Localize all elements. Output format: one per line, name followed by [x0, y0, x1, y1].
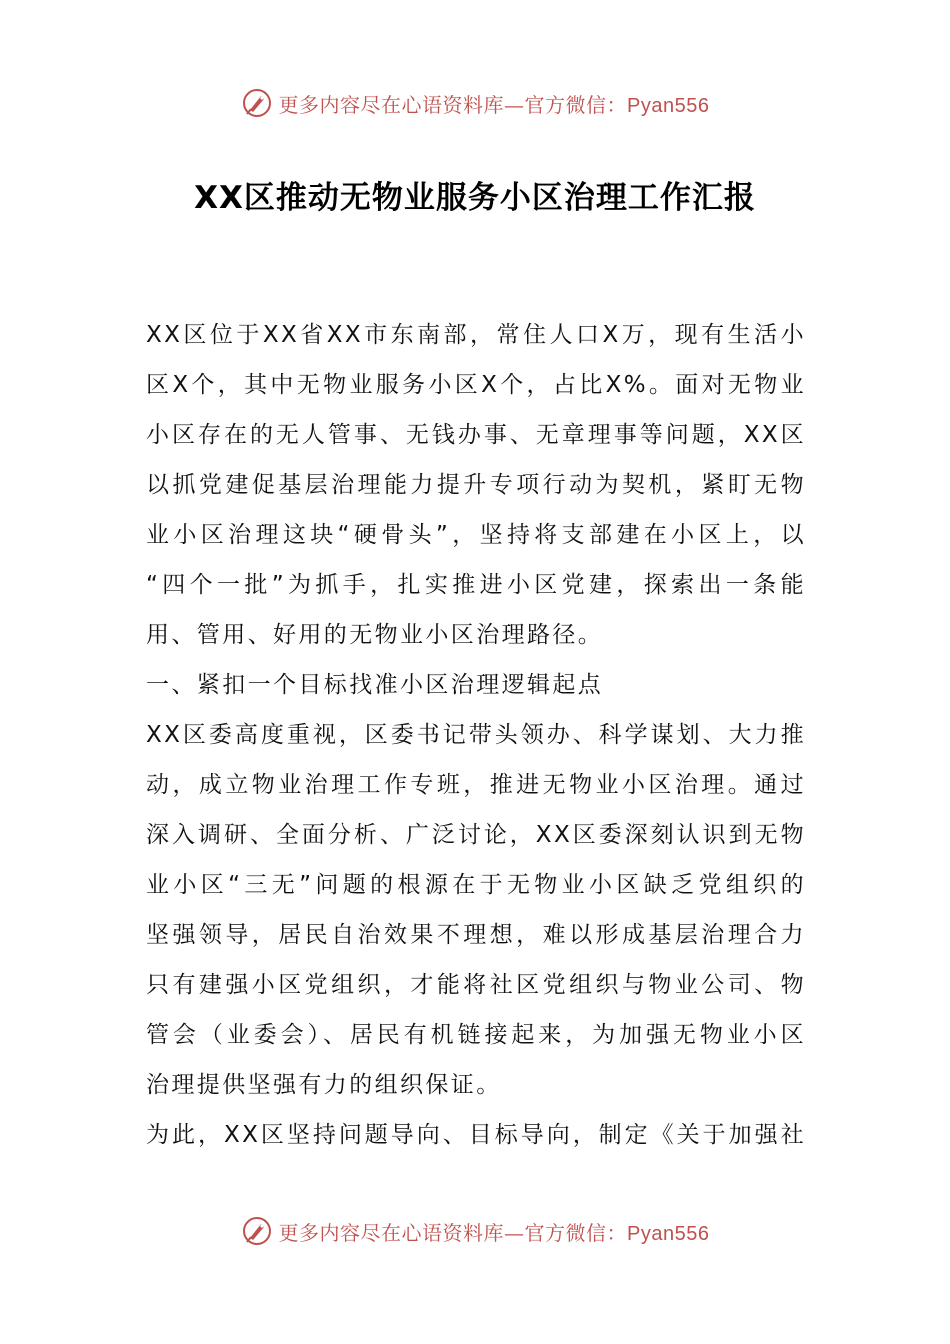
wechat-handle: Pyan556: [627, 94, 710, 117]
body-line: 只有建强小区党组织，才能将社区党组织与物业公司、物: [146, 972, 806, 998]
body-line: 坚强领导，居民自治效果不理想，难以形成基层治理合力: [146, 922, 806, 948]
body-line: 业小区治理这块“硬骨头”，坚持将支部建在小区上，以: [146, 522, 806, 548]
body-line: 业小区“三无”问题的根源在于无物业小区缺乏党组织的: [146, 872, 806, 898]
pen-nib-icon: [241, 87, 273, 119]
body-line: 管会（业委会）、居民有机链接起来，为加强无物业小区: [146, 1022, 806, 1048]
watermark-text: 更多内容尽在心语资料库—官方微信：Pyan556: [278, 92, 710, 117]
body-line: 治理提供坚强有力的组织保证。: [146, 1072, 502, 1098]
body-line: 为此，XX区坚持问题导向、目标导向，制定《关于加强社: [146, 1122, 806, 1148]
footer-watermark-banner: [0, 1212, 950, 1250]
body-line: 深入调研、全面分析、广泛讨论，XX区委深刻认识到无物: [146, 822, 806, 848]
body-line: 小区存在的无人管事、无钱办事、无章理事等问题，XX区: [146, 422, 806, 448]
pen-nib-icon: [241, 1215, 273, 1247]
document-title: XX区推动无物业服务小区治理工作汇报: [194, 180, 756, 216]
body-line: “四个一批”为抓手，扎实推进小区党建，探索出一条能: [146, 572, 806, 598]
body-line: XX区位于XX省XX市东南部，常住人口X万，现有生活小: [146, 322, 806, 348]
body-line: XX区委高度重视，区委书记带头领办、科学谋划、大力推: [146, 722, 806, 748]
body-line: 用、管用、好用的无物业小区治理路径。: [146, 622, 604, 648]
section-heading: 一、紧扣一个目标找准小区治理逻辑起点: [146, 672, 604, 698]
body-line: 以抓党建促基层治理能力提升专项行动为契机，紧盯无物: [146, 472, 806, 498]
header-watermark-banner: [0, 84, 950, 122]
body-line: 动，成立物业治理工作专班，推进无物业小区治理。通过: [146, 772, 806, 798]
document-body: [146, 310, 806, 1160]
watermark-text: 更多内容尽在心语资料库—官方微信：Pyan556: [278, 1220, 710, 1245]
body-line: 区X个，其中无物业服务小区X个，占比X%。面对无物业: [146, 372, 806, 398]
wechat-handle: Pyan556: [627, 1222, 710, 1245]
